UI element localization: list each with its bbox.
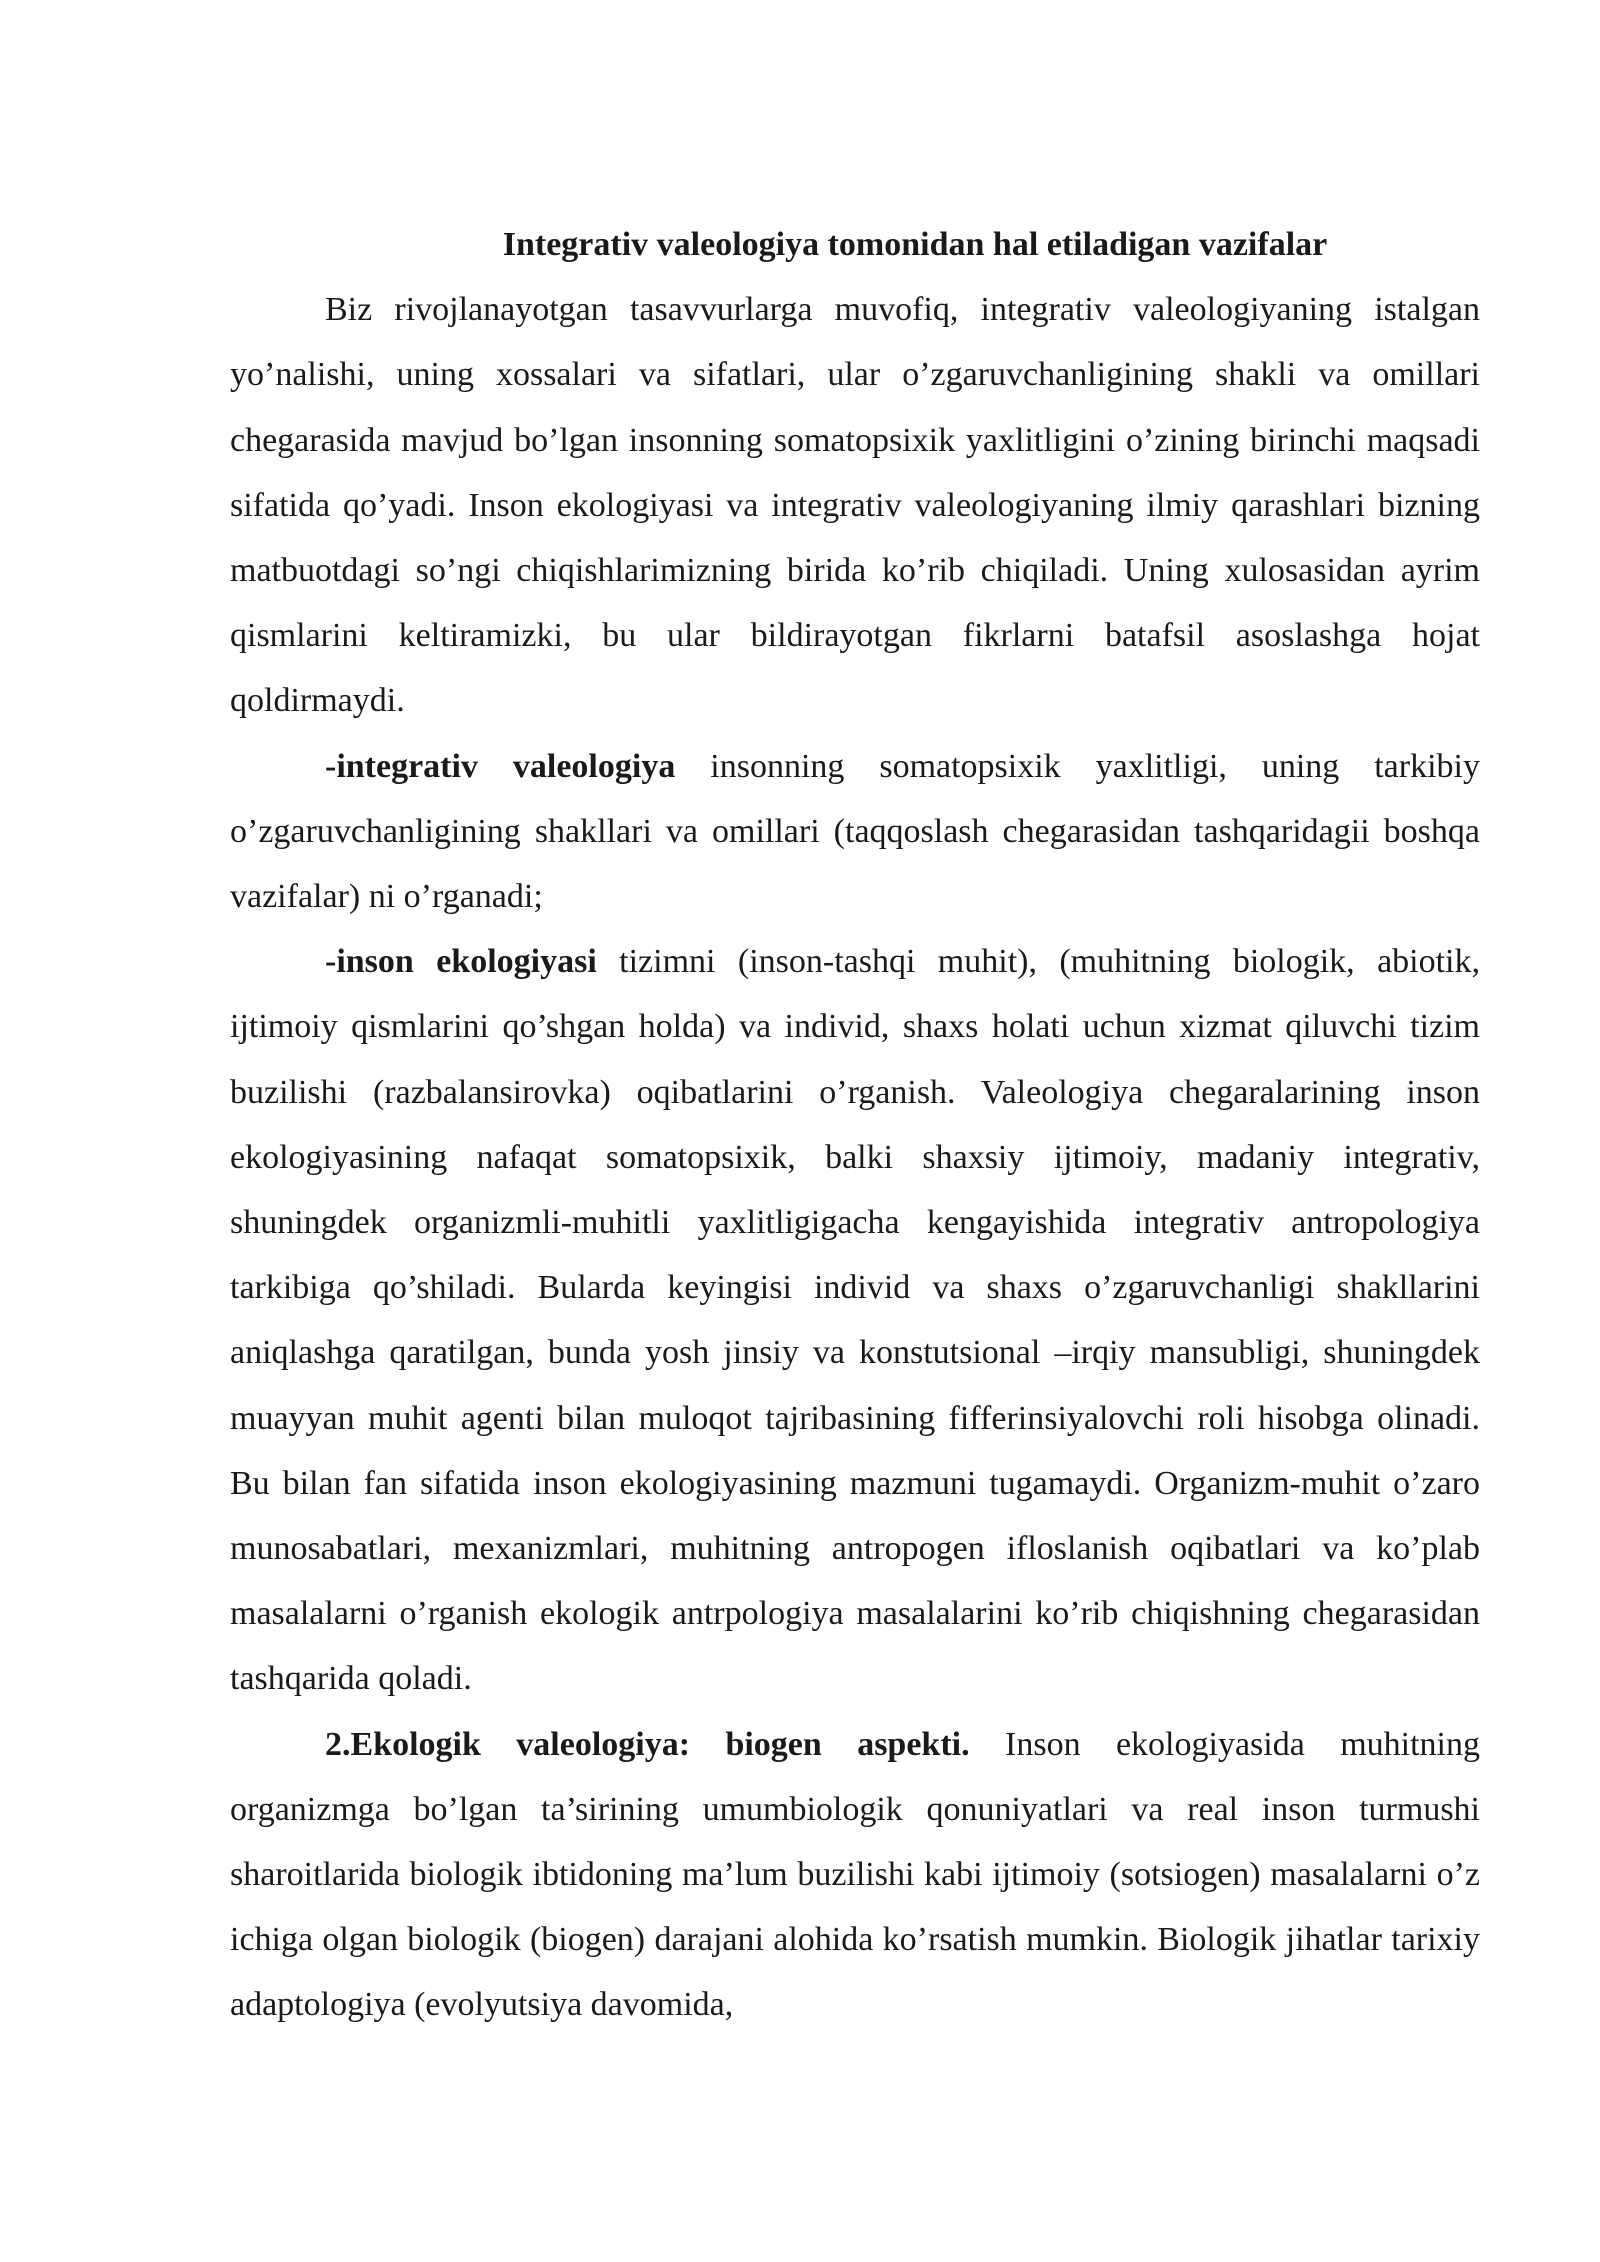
section-heading-ekologik-valeologiya: 2.Ekologik valeologiya: biogen aspekti. bbox=[325, 1725, 970, 1763]
paragraph-text: Biz rivojlanayotgan tasavvurlarga muvofiq, integrativ valeologiyaning istalgan yo’nalishi, uning xossalari va sifatlari, ular o’zgaruvchanligining shakli va omillari chegarasida mavjud bo’lgan insonning somatopsixik yaxlitligini o’zining birinchi maqsadi sifatida qo’yadi. Inson ekologiyasi va integrativ valeologiyaning ilmiy qarashlari bizning matbuotdagi so’ngi chiqishlarimizning birida ko’rib chiqiladi. Uning xulosasidan ayrim qismlarini keltiramizki, bu ular bildirayotgan fikrlarni batafsil asoslashga hojat qoldirmaydi. bbox=[230, 291, 1480, 720]
paragraph-inson-ekologiyasi bbox=[230, 929, 1480, 1711]
paragraph-intro bbox=[230, 277, 1480, 733]
page-title: Integrativ valeologiya tomonidan hal etiladigan vazifalar bbox=[502, 226, 1328, 263]
paragraph-integrativ-valeologiya bbox=[230, 734, 1480, 930]
term-inson-ekologiyasi: -inson ekologiyasi bbox=[325, 943, 597, 981]
term-integrativ-valeologiya: -integrativ valeologiya bbox=[325, 747, 676, 785]
paragraph-text: tizimni (inson-tashqi muhit), (muhitning biologik, abiotik, ijtimoiy qismlarini qo’shgan holda) va individ, shaxs holati uchun xizmat qiluvchi tizim buzilishi (razbalansirovka) oqibatlarini o’rganish. Valeologiya chegaralarining inson ekologiyasining nafaqat somatopsixik, balki shaxsiy ijtimoiy, madaniy integrativ, shuningdek organizmli-muhitli yaxlitligigacha kengayishida integrativ antropologiya tarkibiga qo’shiladi. Bularda keyingisi individ va shaxs o’zgaruvchanligi shakllarini aniqlashga qaratilgan, bunda yosh jinsiy va konstutsional –irqiy mansubligi, shuningdek muayyan muhit agenti bilan muloqot tajribasining fifferinsiyalovchi roli hisobga olinadi. Bu bilan fan sifatida inson ekologiyasining mazmuni tugamaydi. Organizm-muhit o’zaro munosabatlari, mexanizmlari, muhitning antropogen ifloslanish oqibatlari va ko’plab masalalarni o’rganish ekologik antrpologiya masalalarini ko’rib chiqishning chegarasidan tashqarida qoladi. bbox=[230, 943, 1480, 1698]
paragraph-text: Inson ekologiyasida muhitning organizmga bo’lgan ta’sirining umumbiologik qonuniyatlari va real inson turmushi sharoitlarida biologik ibtidoning ma’lum buzilishi kabi ijtimoiy (sotsiogen) masalalarni o’z ichiga olgan biologik (biogen) darajani alohida ko’rsatish mumkin. Biologik jihatlar tarixiy adaptologiya (evolyutsiya davomida, bbox=[230, 1725, 1480, 2024]
paragraph-ekologik-valeologiya bbox=[230, 1712, 1480, 2038]
paragraph-text: insonning somatopsixik yaxlitligi, uning tarkibiy o’zgaruvchanligining shakllari va omillari (taqqoslash chegarasidan tashqaridagii boshqa vazifalar) ni o’rganadi; bbox=[230, 747, 1480, 916]
document-body bbox=[230, 212, 1480, 2038]
